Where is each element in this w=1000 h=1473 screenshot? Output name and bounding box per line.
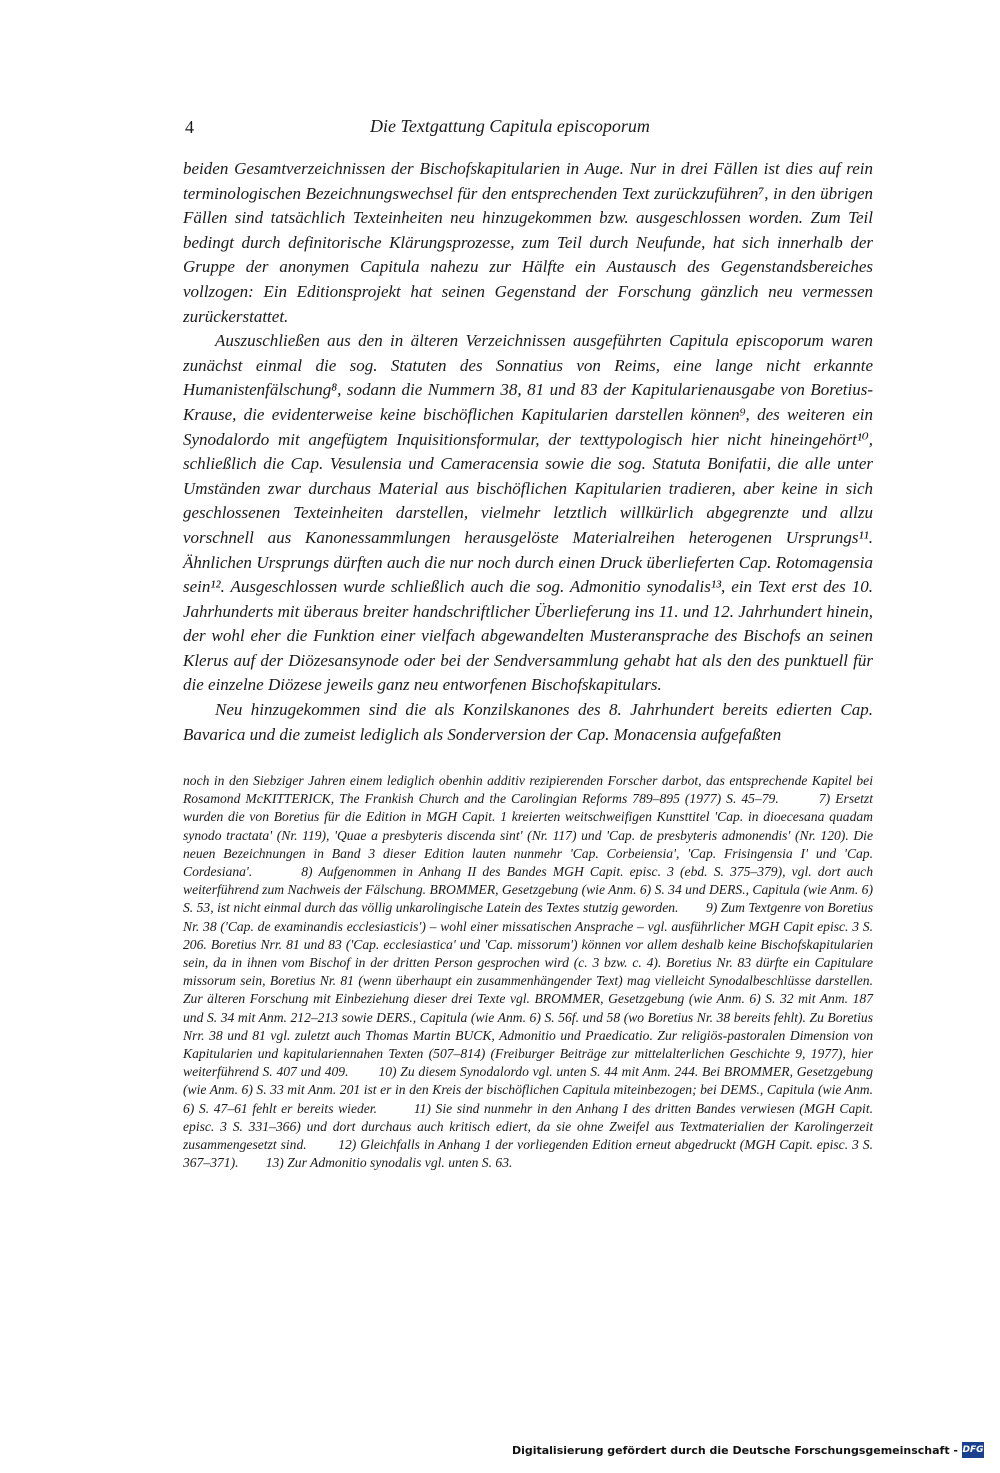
- credit-text: Digitalisierung gefördert durch die Deutsche Forschungsgemeinschaft -: [511, 1443, 958, 1457]
- main-text: [183, 157, 873, 747]
- digitization-credit: [512, 1442, 984, 1458]
- footnotes: [183, 772, 877, 1172]
- page-number: 4: [185, 117, 194, 137]
- paragraph: beiden Gesamtverzeichnissen der Bischofskapitularien in Auge. Nur in drei Fällen ist dies auf rein terminologischen Bezeichnungswechsel für den entsprechenden Text zurückzuführen⁷, in den übrigen Fällen sind tatsächlich Texteinheiten neu hinzugekommen bzw. ausgeschlossen worden. Zum Teil bedingt durch definitorische Klärungsprozesse, zum Teil durch Neufunde, hat sich innerhalb der Gruppe der anonymen Capitula nahezu zur Hälfte ein Austausch des Gegenstandsbereiches vollzogen: Ein Editionsprojekt hat seinen Gegenstand der Forschung gänzlich neu vermessen zurückerstattet.: [183, 159, 873, 326]
- dfg-logo-icon: DFG: [962, 1442, 984, 1458]
- running-head: Die Textgattung Capitula episcoporum: [370, 116, 650, 136]
- paragraph: Neu hinzugekommen sind die als Konzilskanones des 8. Jahrhundert bereits edierten Cap. Bavarica und die zumeist lediglich als Sonderversion der Cap. Monacensia aufgefaßten: [183, 700, 873, 744]
- footnote-text: noch in den Siebziger Jahren einem lediglich obenhin additiv rezipierenden Forscher darbot, das entsprechende Kapitel bei Rosamond McKITTERICK, The Frankish Church and the Carolingian Reforms 789–895 (1977) S. 45–79. 7) Ersetzt wurden die von Boretius für die Edition in MGH Capit. 1 kreierten weitschweifigen Kunsttitel 'Cap. in dioecesana quadam synodo tractata' (Nr. 119), 'Quae a presbyteris discenda sint' (Nr. 117) und 'Cap. de presbyteris admonendis' (Nr. 120). Die neuen Bezeichnungen in Band 3 dieser Edition lauten nunmehr 'Cap. Corbeiensia', 'Cap. Frisingensia I' und 'Cap. Cordesiana'. 8) Aufgenommen in Anhang II des Bandes MGH Capit. episc. 3 (ebd. S. 375–379), vgl. dort auch weiterführend zum Nachweis der Fälschung. BROMMER, Gesetzgebung (wie Anm. 6) S. 34 und DERS., Capitula (wie Anm. 6) S. 53, ist nicht einmal durch das völlig unkarolingische Latein des Textes stutzig geworden. 9) Zum Textgenre von Boretius Nr. 38 ('Cap. de examinandis ecclesiasticis') – wohl einer missatischen Ansprache – vgl. ausführlicher MGH Capit episc. 3 S. 206. Boretius Nrr. 81 und 83 ('Cap. ecclesiastica' und 'Cap. missorum') können vor allem deshalb keine Bischofskapitularien sein, da in ihnen vom Bischof in der dritten Person gesprochen wird (c. 3 bzw. c. 4). Boretius Nr. 83 dürfte ein Capitulare missorum sein, Boretius Nr. 81 (wenn überhaupt ein zusammenhängender Text) mag vielleicht Synodalbeschlüsse darstellen. Zur älteren Forschung mit Einbeziehung dieser drei Texte vgl. BROMMER, Gesetzgebung (wie Anm. 6) S. 32 mit Anm. 187 und S. 34 mit Anm. 212–213 sowie DERS., Capitula (wie Anm. 6) S. 56f. und 58 (wo Boretius Nr. 38 bereits fehlt). Zu Boretius Nrr. 38 und 81 vgl. zuletzt auch Thomas Martin BUCK, Admonitio und Praedicatio. Zur religiös-pastoralen Dimension von Kapitularien und kapitulariennahen Texten (507–814) (Freiburger Beiträge zur mittelalterlichen Geschichte 9, 1977), hier weiterführend S. 407 und 409. 10) Zu diesem Synodalordo vgl. unten S. 44 mit Anm. 244. Bei BROMMER, Gesetzgebung (wie Anm. 6) S. 33 mit Anm. 201 ist er in den Kreis der bischöflichen Capitula miteinbezogen; bei DEMS., Capitula (wie Anm. 6) S. 47–61 fehlt er bereits wieder. 11) Sie sind nunmehr in den Anhang I des dritten Bandes verwiesen (MGH Capit. episc. 3 S. 331–366) und dort durchaus auch kritisch ediert, da sie ohne Zweifel aus Textmaterialien der Karolingerzeit zusammengesetzt sind. 12) Gleichfalls in Anhang 1 der vorliegenden Edition erneut abgedruckt (MGH Capit. episc. 3 S. 367–371). 13) Zur Admonitio synodalis vgl. unten S. 63.: [183, 773, 877, 1171]
- paragraph: Auszuschließen aus den in älteren Verzeichnissen ausgeführten Capitula episcoporum waren zunächst einmal die sog. Statuten des Sonnatius von Reims, eine lange nicht erkannte Humanistenfälschung⁸, sodann die Nummern 38, 81 und 83 der Kapitularienausgabe von Boretius-Krause, die evidenterweise keine bischöflichen Kapitularien darstellen können⁹, des weiteren ein Synodalordo mit angefügtem Inquisitionsformular, der texttypologisch hier nicht hineingehört¹⁰, schließlich die Cap. Vesulensia und Cameracensia sowie die sog. Statuta Bonifatii, die alle unter Umständen zwar durchaus Material aus bischöflichen Kapitularien tradieren, aber keine in sich geschlossenen Texteinheiten darstellen, vielmehr letztlich willkürlich abgegrenzte und allzu vorschnell aus Kanonessammlungen herausgelöste Materialreihen heterogenen Ursprungs¹¹. Ähnlichen Ursprungs dürften auch die nur noch durch einen Druck überlieferten Cap. Rotomagensia sein¹². Ausgeschlossen wurde schließlich auch die sog. Admonitio synodalis¹³, ein Text erst des 10. Jahrhunderts mit überaus breiter handschriftlicher Überlieferung ins 11. und 12. Jahrhundert hinein, der wohl eher die Funktion einer vielfach abgewandelten Musteransprache des Bischofs an seinen Klerus auf der Diözesansynode oder bei der Sendversammlung gehabt hat als den des punktuell für die einzelne Diözese jeweils ganz neu entworfenen Bischofskapitulars.: [183, 331, 873, 695]
